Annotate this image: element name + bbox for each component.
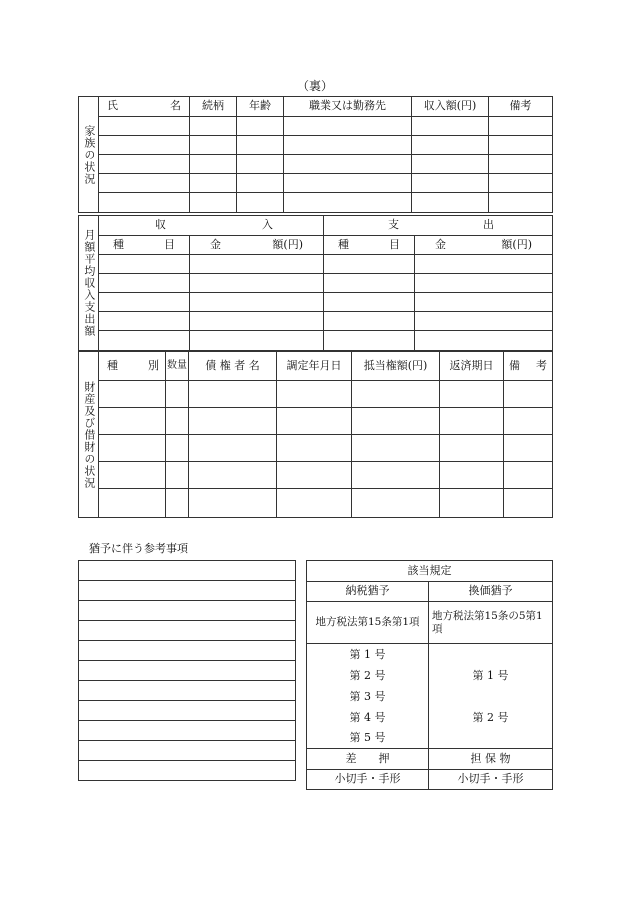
header-remarks: 備 考 [509,358,547,372]
provision-law1: 地方税法第15条第1項 [307,602,429,644]
reference-lines[interactable] [78,560,296,781]
table-row[interactable] [79,462,553,489]
reference-line [79,641,296,661]
reference-line [79,721,296,741]
family-table [78,96,553,213]
header-creditor: 債 権 者 名 [189,352,277,381]
header-mortgage: 抵当権額(円) [352,352,440,381]
reference-line [79,601,296,621]
item-left-4: 第 4 号 [349,711,386,724]
header-repay-date: 返済期日 [440,352,504,381]
table-row[interactable] [79,293,553,312]
header-remarks: 備考 [489,97,553,117]
monthly-table [78,215,553,351]
provision-collateral: 担 保 物 [429,749,553,770]
page-title: （裏） [296,79,333,93]
provision-seizure: 差 押 [307,749,429,770]
provision-items-right [429,644,553,749]
header-income: 収入額(円) [412,97,489,117]
header-quantity: 数量 [166,352,189,381]
provision-col2: 換価猶予 [429,582,553,602]
table-row[interactable] [79,117,553,136]
table-row[interactable] [79,489,553,518]
family-section-label: 家族の状況 [79,97,99,213]
reference-line [79,681,296,701]
assets-section-label: 財産及び借財の状況 [79,352,99,518]
table-row[interactable] [79,331,553,351]
income-amount-header: 金 額(円) [210,237,303,251]
header-date: 調定年月日 [277,352,352,381]
header-occupation: 職業又は勤務先 [284,97,412,117]
reference-line [79,741,296,761]
table-row[interactable] [79,174,553,193]
item-right-2: 第 2 号 [472,711,509,724]
table-row[interactable] [79,193,553,213]
item-left-5: 第 5 号 [349,731,386,744]
income-item-header: 種 目 [113,237,175,251]
provision-law2: 地方税法第15条の5第1項 [429,602,553,644]
table-row[interactable] [79,136,553,155]
table-row[interactable] [79,408,553,435]
reference-line [79,621,296,641]
header-age: 年齢 [237,97,284,117]
item-left-3: 第 3 号 [349,690,386,703]
table-row[interactable] [79,435,553,462]
reference-line [79,581,296,601]
header-type: 種 別 [107,358,159,372]
expense-header: 支 出 [388,218,494,232]
table-row[interactable] [79,274,553,293]
table-row[interactable] [79,312,553,331]
income-header: 収 入 [155,218,273,232]
provision-col1: 納税猶予 [307,582,429,602]
table-row[interactable] [79,255,553,274]
header-relation: 続柄 [190,97,237,117]
reference-line [79,661,296,681]
reference-line [79,761,296,781]
item-left-2: 第 2 号 [349,669,386,682]
reference-line [79,561,296,581]
table-row[interactable] [79,155,553,174]
expense-item-header: 種 目 [338,237,400,251]
monthly-section-label: 月額平均収入支出額 [79,216,99,351]
item-left-1: 第 1 号 [349,648,386,661]
header-name: 氏 名 [107,99,181,113]
reference-line [79,701,296,721]
reference-heading: 猶予に伴う参考事項 [89,542,188,555]
item-right-1: 第 1 号 [472,669,509,682]
table-row[interactable] [79,381,553,408]
expense-amount-header: 金 額(円) [435,237,532,251]
provision-title: 該当規定 [307,561,553,582]
provision-check-left: 小切手・手形 [307,770,429,790]
provision-check-right: 小切手・手形 [429,770,553,790]
assets-table [78,351,553,518]
provision-table [306,560,553,790]
provision-items-left [307,644,429,749]
